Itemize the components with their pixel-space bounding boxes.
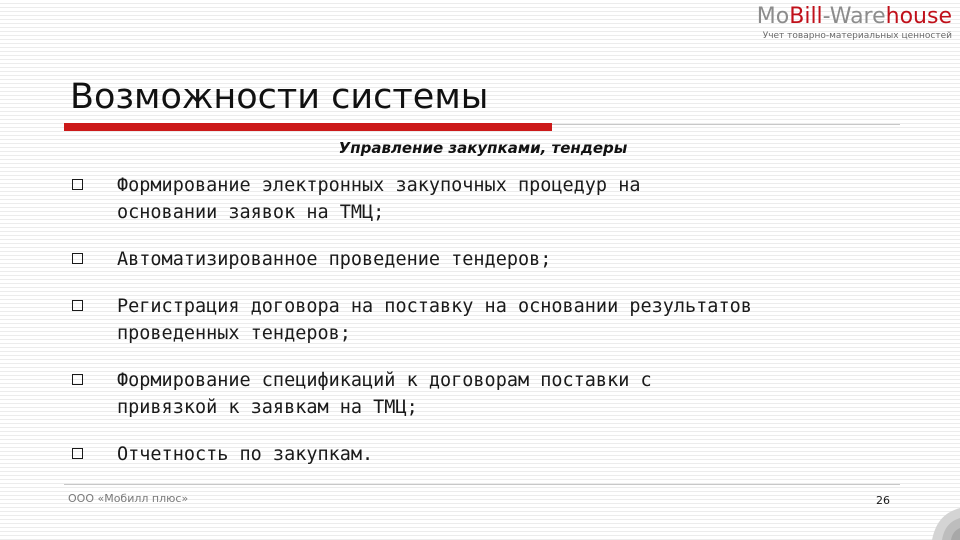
feature-list-item bbox=[72, 441, 912, 468]
square-bullet-icon bbox=[72, 448, 83, 459]
logo-wordmark-part-mo: Mo bbox=[756, 4, 790, 29]
feature-list-item bbox=[72, 293, 912, 347]
feature-text-line: привязкой к заявкам на ТМЦ; bbox=[117, 397, 418, 418]
feature-text-line: основании заявок на ТМЦ; bbox=[117, 202, 385, 223]
square-bullet-icon bbox=[72, 300, 83, 311]
feature-text-line: Отчетность по закупкам. bbox=[117, 444, 374, 465]
logo-wordmark-part-ware: -Ware bbox=[822, 4, 886, 29]
square-bullet-icon bbox=[72, 374, 83, 385]
logo-wordmark-part-house: house bbox=[885, 4, 952, 29]
feature-list bbox=[72, 172, 912, 488]
logo-tagline: Учет товарно-материальных ценностей bbox=[762, 31, 952, 41]
feature-list-item bbox=[72, 172, 912, 226]
footer-company-name: ООО «Мобилл плюс» bbox=[68, 492, 189, 505]
corner-swoosh-icon bbox=[924, 504, 960, 540]
square-bullet-icon bbox=[72, 179, 83, 190]
feature-text-line: Автоматизированное проведение тендеров; bbox=[117, 249, 552, 270]
feature-text-line: Регистрация договора на поставку на основании результатов bbox=[117, 296, 752, 317]
slide-subtitle: Управление закупками, тендеры bbox=[338, 139, 628, 157]
footer-divider-line bbox=[64, 484, 900, 485]
feature-text-line: Формирование электронных закупочных процедур на bbox=[117, 175, 641, 196]
feature-text-line: проведенных тендеров; bbox=[117, 323, 351, 344]
page-number: 26 bbox=[876, 494, 890, 507]
feature-list-item bbox=[72, 367, 912, 421]
feature-list-item bbox=[72, 246, 912, 273]
slide-title: Возможности системы bbox=[70, 77, 489, 117]
square-bullet-icon bbox=[72, 253, 83, 264]
logo-wordmark-part-bill: Bill bbox=[789, 4, 823, 29]
logo-wordmark bbox=[757, 4, 952, 30]
brand-logo bbox=[757, 4, 952, 41]
feature-text-line: Формирование спецификаций к договорам поставки с bbox=[117, 370, 652, 391]
title-accent-bar bbox=[64, 123, 552, 131]
